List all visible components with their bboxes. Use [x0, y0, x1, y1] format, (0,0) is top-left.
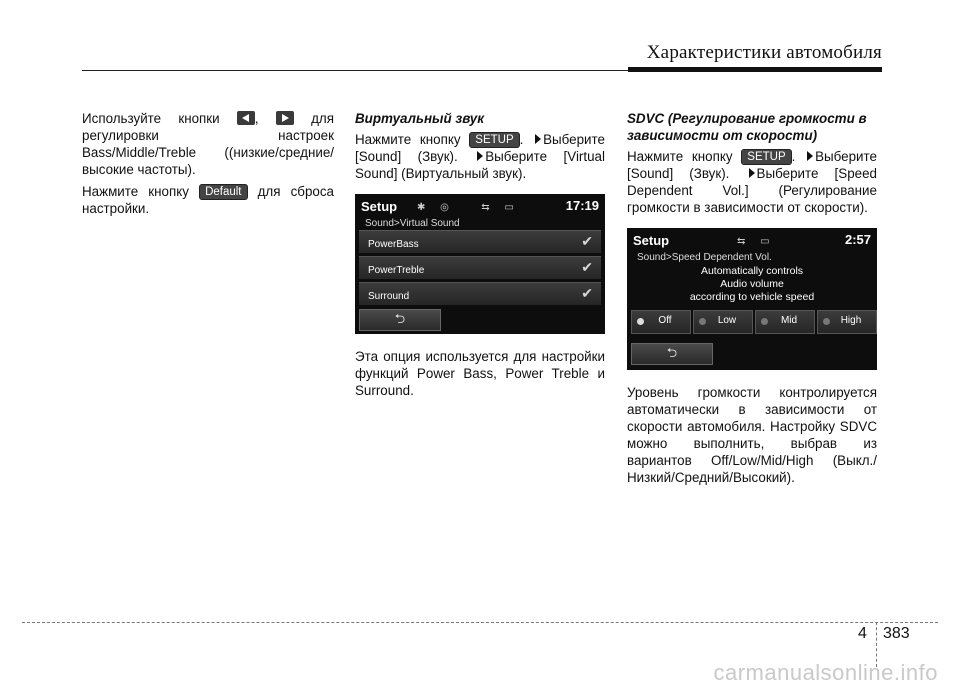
setup-button-icon: SETUP: [741, 149, 791, 165]
screen-speed-dependent-vol: [627, 228, 877, 370]
screen-clock: 2:57: [844, 232, 871, 247]
item-label: PowerBass: [368, 239, 419, 250]
option-low[interactable]: [693, 310, 753, 334]
text: для сброса настройки.: [82, 184, 334, 216]
screen-clock: 17:19: [565, 198, 599, 213]
paragraph-default-reset: [82, 183, 334, 217]
screen-breadcrumb: Sound>Speed Dependent Vol.: [637, 252, 772, 263]
back-button[interactable]: ⮌: [631, 343, 713, 365]
text: Выберите [Sound] (Звук).: [355, 132, 605, 164]
text: ,: [254, 111, 259, 126]
default-button-icon: Default: [199, 184, 247, 200]
screen-title: Setup: [633, 233, 670, 248]
paragraph-virtual-sound-desc: Эта опция используется для настройки функций Power Bass, Power Treble и Surround.: [355, 349, 605, 398]
chapter-title: Характеристики автомобиля: [646, 42, 882, 63]
option-high[interactable]: [817, 310, 877, 334]
paragraph-tone-controls: [82, 110, 334, 178]
text: .: [519, 132, 524, 147]
setup-button-icon: SETUP: [469, 132, 519, 148]
screen-item-powerbass[interactable]: [359, 230, 601, 253]
checkmark-icon: ✔: [581, 233, 593, 249]
checkmark-icon: ✔: [581, 259, 593, 275]
checkmark-icon: ✔: [581, 285, 593, 301]
screen-message-line3: according to vehicle speed: [689, 291, 815, 303]
text: для регулировки настроек Bass/Middle/Treble ((низкие/средние/высокие частоты).: [82, 111, 334, 177]
section-heading-virtual-sound: Виртуальный звук: [355, 111, 485, 126]
screen-message-line2: Audio volume: [720, 278, 784, 290]
watermark: carmanualsonline.info: [713, 660, 938, 685]
text: Нажмите кнопку: [627, 149, 733, 164]
arrow-right-icon: [749, 168, 755, 178]
right-arrow-button-icon: [276, 111, 294, 125]
text: Используйте кнопки: [82, 111, 220, 126]
screen-item-powertreble[interactable]: [359, 256, 601, 279]
text: Нажмите кнопку: [355, 132, 461, 147]
text: .: [791, 149, 796, 164]
screen-item-surround[interactable]: [359, 282, 601, 305]
column-right: [627, 110, 877, 491]
arrow-right-icon: [535, 134, 541, 144]
page-number: 383: [883, 625, 910, 642]
arrow-right-icon: [807, 151, 813, 161]
screen-message-line1: Automatically controls: [700, 265, 804, 277]
section-heading-sdvc: SDVC (Регулирование громкости в зависимости от скорости): [627, 111, 867, 143]
paragraph-sdvc-steps: [627, 148, 877, 216]
text: Выберите [Virtual Sound] (Виртуальный звук).: [355, 149, 605, 181]
paragraph-virtual-sound-steps: [355, 131, 605, 182]
back-button[interactable]: ⮌: [359, 309, 441, 331]
option-label: High: [840, 315, 862, 326]
text: Выберите [Sound] (Звук).: [627, 149, 877, 181]
arrow-right-icon: [477, 151, 483, 161]
bluetooth-usb-icon: ✱ ◎ ⇆ ▭: [417, 202, 520, 213]
header-rule-accent: [628, 67, 882, 72]
screen-virtual-sound: [355, 194, 605, 334]
chapter-number: 4: [858, 625, 867, 642]
option-mid[interactable]: [755, 310, 815, 334]
option-label: Low: [717, 315, 737, 326]
option-label: Mid: [780, 315, 798, 326]
usb-icon: ⇆ ▭: [737, 236, 776, 247]
text: Выберите [Speed Dependent Vol.] (Регулирование громкости в зависимости от скорости).: [627, 166, 877, 215]
footer-rule: [22, 622, 938, 623]
screen-title: Setup: [361, 199, 398, 214]
screen-breadcrumb: Sound>Virtual Sound: [365, 218, 460, 229]
column-left: [82, 110, 334, 222]
paragraph-sdvc-desc: Уровень громкости контролируется автоматически в зависимости от скорости автомобиля. Настройку SDVC можно выполнить, выбрав из вариантов Off/Low/Mid/High (Выкл./Низкий/Средний/Высокий).: [627, 385, 877, 485]
column-middle: [355, 110, 605, 404]
item-label: PowerTreble: [368, 265, 425, 276]
text: Нажмите кнопку: [82, 184, 189, 199]
left-arrow-button-icon: [237, 111, 255, 125]
option-label: Off: [658, 315, 672, 326]
option-off[interactable]: [631, 310, 691, 334]
item-label: Surround: [368, 291, 410, 302]
